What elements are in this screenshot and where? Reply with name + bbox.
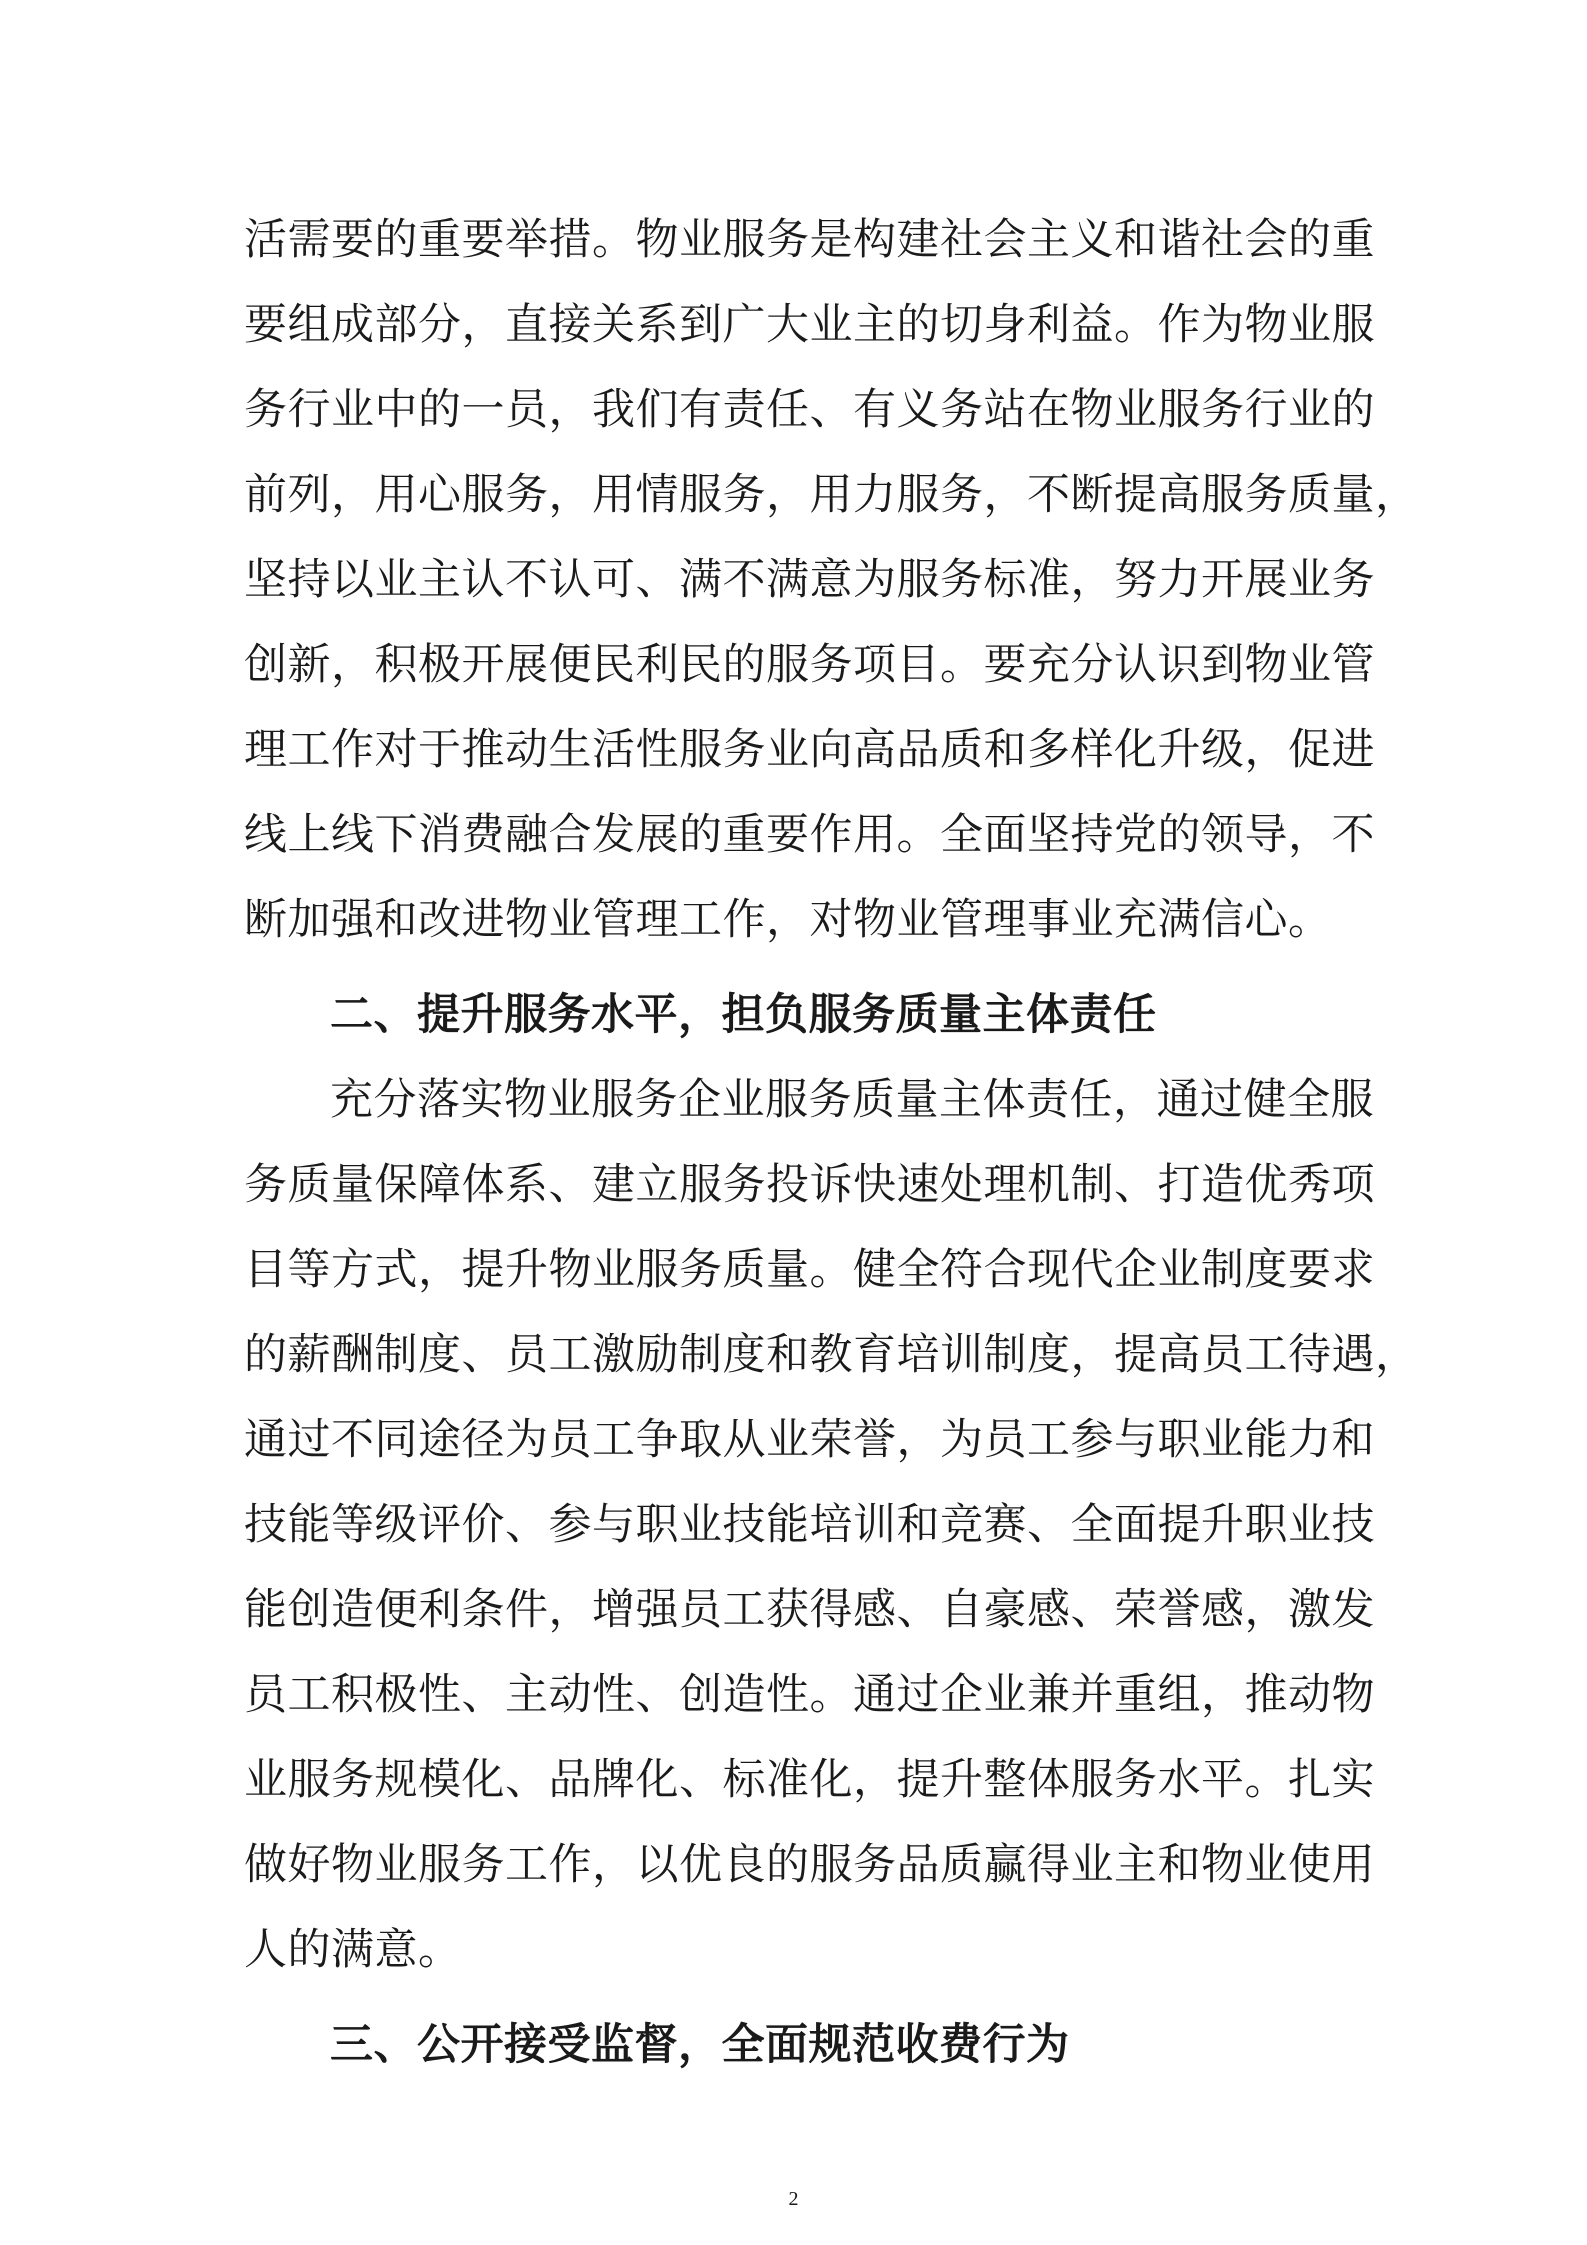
text-line: 务质量保障体系、建立服务投诉快速处理机制、打造优秀项 [244,1160,1375,1210]
page-number: 2 [788,2188,799,2210]
text-line: 前列，用心服务，用情服务，用力服务，不断提高服务质量， [244,470,1419,520]
body-text [244,198,1419,2088]
text-line: 技能等级评价、参与职业技能培训和竞赛、全面提升职业技 [244,1500,1375,1550]
text-line: 活需要的重要举措。物业服务是构建社会主义和谐社会的重 [244,215,1375,265]
section-heading-2: 二、提升服务水平，担负服务质量主体责任 [330,990,1157,1040]
paragraph-2 [244,1058,1419,1993]
text-line: 通过不同途径为员工争取从业荣誉，为员工参与职业能力和 [244,1415,1375,1465]
text-line: 目等方式，提升物业服务质量。健全符合现代企业制度要求 [244,1245,1375,1295]
text-line: 断加强和改进物业管理工作，对物业管理事业充满信心。 [244,895,1332,945]
text-line: 做好物业服务工作，以优良的服务品质赢得业主和物业使用 [244,1840,1375,1890]
text-line: 要组成部分，直接关系到广大业主的切身利益。作为物业服 [244,300,1375,350]
text-line: 员工积极性、主动性、创造性。通过企业兼并重组，推动物 [244,1670,1375,1720]
text-line: 创新，积极开展便民利民的服务项目。要充分认识到物业管 [244,640,1375,690]
text-line: 的薪酬制度、员工激励制度和教育培训制度，提高员工待遇， [244,1330,1419,1380]
text-line: 人的满意。 [244,1925,462,1975]
section-heading-3: 三、公开接受监督，全面规范收费行为 [330,2020,1070,2070]
paragraph-1 [244,198,1419,963]
text-line: 业服务规模化、品牌化、标准化，提升整体服务水平。扎实 [244,1755,1375,1805]
text-line: 充分落实物业服务企业服务质量主体责任，通过健全服 [330,1075,1374,1125]
text-line: 能创造便利条件，增强员工获得感、自豪感、荣誉感，激发 [244,1585,1375,1635]
text-line: 务行业中的一员，我们有责任、有义务站在物业服务行业的 [244,385,1375,435]
text-line: 理工作对于推动生活性服务业向高品质和多样化升级，促进 [244,725,1375,775]
text-line: 坚持以业主认不认可、满不满意为服务标准，努力开展业务 [244,555,1375,605]
text-line: 线上线下消费融合发展的重要作用。全面坚持党的领导，不 [244,810,1375,860]
